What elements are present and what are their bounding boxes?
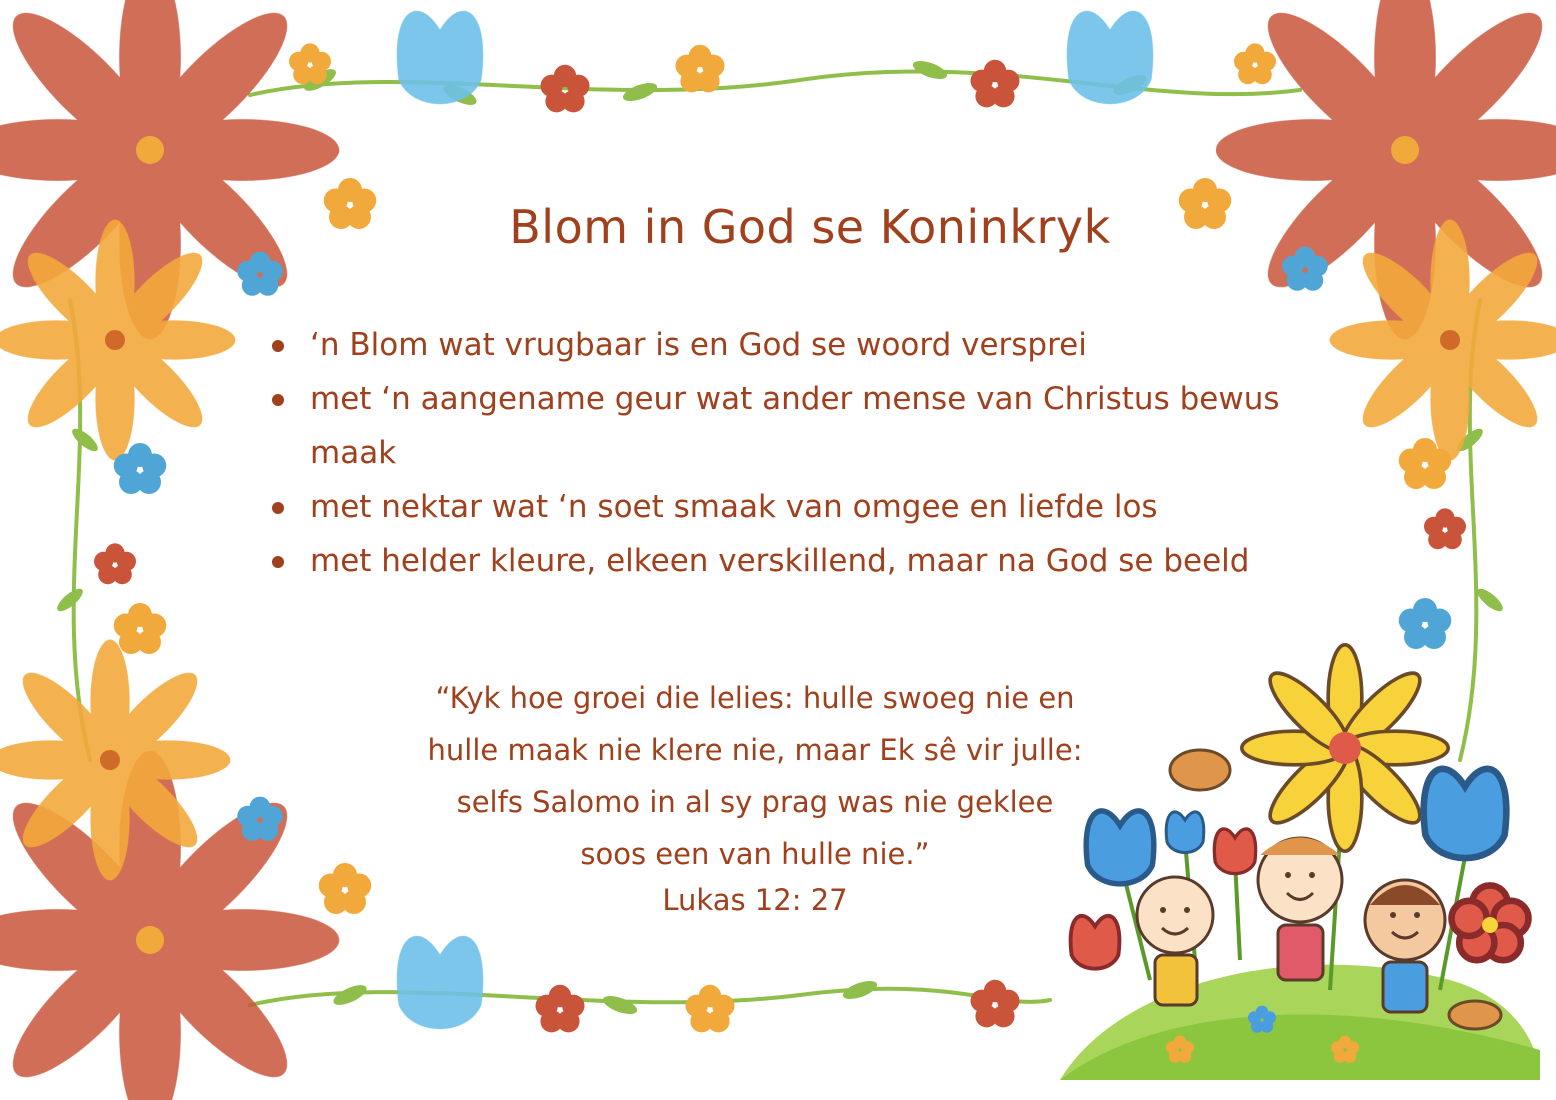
list-item — [270, 480, 1330, 534]
bullet-icon — [272, 502, 284, 514]
list-item-text: ‘n Blom wat vrugbaar is en God se woord versprei — [310, 327, 1087, 363]
bullet-icon — [272, 394, 284, 406]
scripture-reference: Lukas 12: 27 — [662, 883, 848, 917]
bullet-icon — [272, 340, 284, 352]
scripture-quote: “Kyk hoe groei die lelies: hulle swoeg nie en hulle maak nie klere nie, maar Ek sê vir julle: selfs Salomo in al sy prag was nie geklee soos een van hulle nie.” — [427, 681, 1083, 871]
list-item-text: met ‘n aangename geur wat ander mense van Christus bewus maak — [310, 381, 1280, 471]
list-item — [270, 534, 1330, 588]
bullet-icon — [272, 556, 284, 568]
list-item-text: met helder kleure, elkeen verskillend, maar na God se beeld — [310, 543, 1250, 579]
list-item — [270, 372, 1330, 480]
list-item-text: met nektar wat ‘n soet smaak van omgee en liefde los — [310, 489, 1158, 525]
list-item — [270, 318, 1330, 372]
page-title: Blom in God se Koninkryk — [509, 200, 1111, 254]
bullet-list — [270, 318, 1330, 588]
